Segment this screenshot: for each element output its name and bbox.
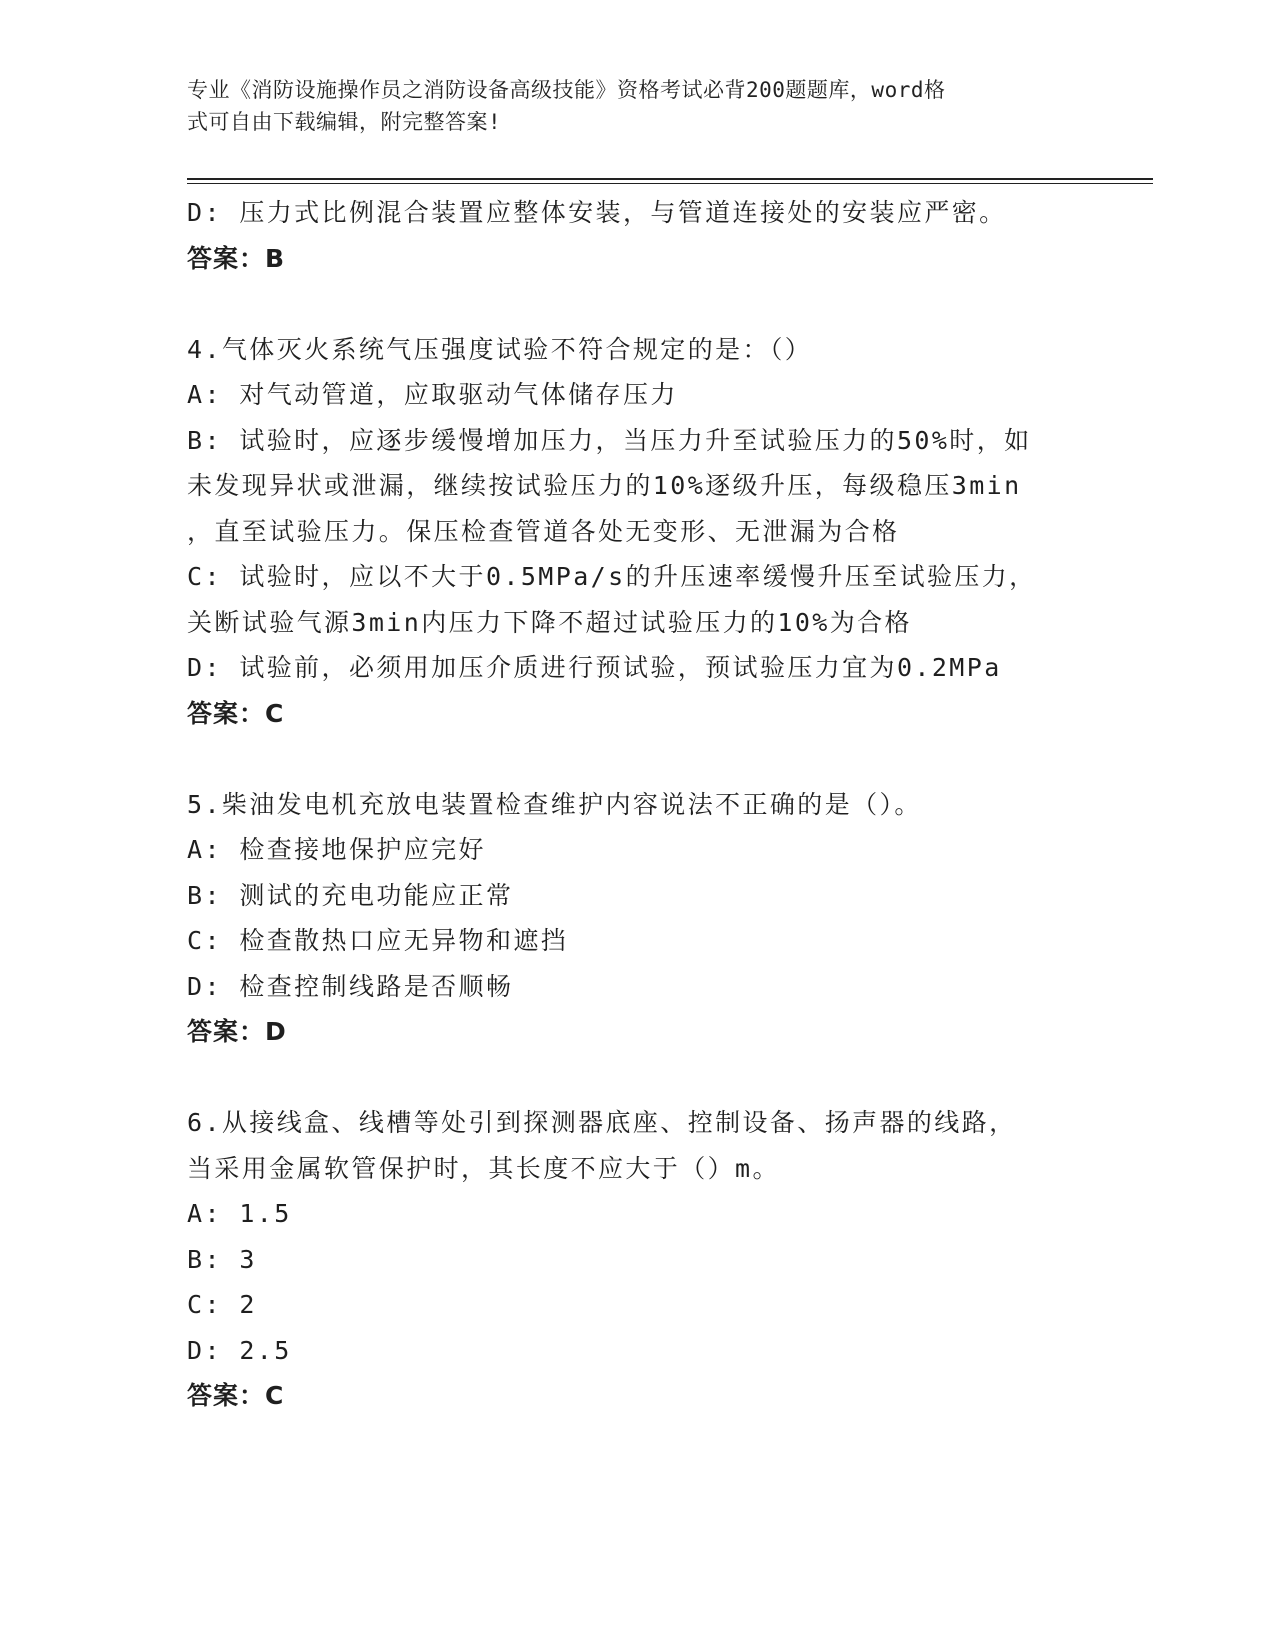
option-c-line-1: C: 试验时，应以不大于0.5MPa/s的升压速率缓慢升压至试验压力，	[187, 562, 1037, 591]
document-header	[187, 74, 1067, 138]
option-c-line-2: 关断试验气源3min内压力下降不超过试验压力的10%为合格	[187, 607, 912, 637]
option-d: D: 检查控制线路是否顺畅	[187, 971, 514, 1001]
option-a: A: 1.5	[187, 1199, 292, 1228]
option-b: B: 测试的充电功能应正常	[187, 880, 514, 910]
question-stem-line-2: 当采用金属软管保护时，其长度不应大于（）m。	[187, 1153, 780, 1183]
question-5	[187, 782, 1087, 1055]
spacer	[187, 736, 1087, 782]
answer-line: 答案：D	[187, 1017, 287, 1046]
question-content	[187, 190, 1087, 1419]
question-stem-line-1: 6.从接线盒、线槽等处引到探测器底座、控制设备、扬声器的线路，	[187, 1108, 1017, 1137]
option-d: D: 2.5	[187, 1335, 292, 1365]
question-4	[187, 327, 1087, 737]
answer-line: 答案：C	[187, 1381, 285, 1410]
answer-line: 答案：C	[187, 698, 285, 728]
option-d: D: 试验前，必须用加压介质进行预试验，预试验压力宜为0.2MPa	[187, 653, 1002, 682]
option-c: C: 2	[187, 1290, 257, 1319]
option-c: C: 检查散热口应无异物和遮挡	[187, 926, 569, 955]
prev-question-block	[187, 190, 1087, 281]
answer-line: 答案：B	[187, 243, 286, 273]
header-divider-thin	[187, 183, 1153, 184]
header-line-2: 式可自由下载编辑，附完整答案!	[187, 110, 502, 134]
option-b-line-2: 未发现异状或泄漏，继续按试验压力的10%逐级升压，每级稳压3min	[187, 471, 1022, 500]
option-d: D: 压力式比例混合装置应整体安装，与管道连接处的安装应严密。	[187, 198, 1007, 227]
spacer	[187, 1055, 1087, 1101]
option-b-line-3: ，直至试验压力。保压检查管道各处无变形、无泄漏为合格	[187, 516, 900, 546]
header-divider-thick	[187, 178, 1153, 180]
question-6	[187, 1100, 1087, 1419]
option-a: A: 对气动管道，应取驱动气体储存压力	[187, 380, 678, 409]
option-a: A: 检查接地保护应完好	[187, 835, 486, 864]
question-stem: 4.气体灭火系统气压强度试验不符合规定的是：（）	[187, 334, 813, 364]
spacer	[187, 281, 1087, 327]
option-b: B: 3	[187, 1244, 257, 1274]
option-b-line-1: B: 试验时，应逐步缓慢增加压力，当压力升至试验压力的50%时，如	[187, 425, 1032, 455]
header-line-1: 专业《消防设施操作员之消防设备高级技能》资格考试必背200题题库，word格	[187, 78, 946, 102]
question-stem: 5.柴油发电机充放电装置检查维护内容说法不正确的是（）。	[187, 789, 922, 819]
